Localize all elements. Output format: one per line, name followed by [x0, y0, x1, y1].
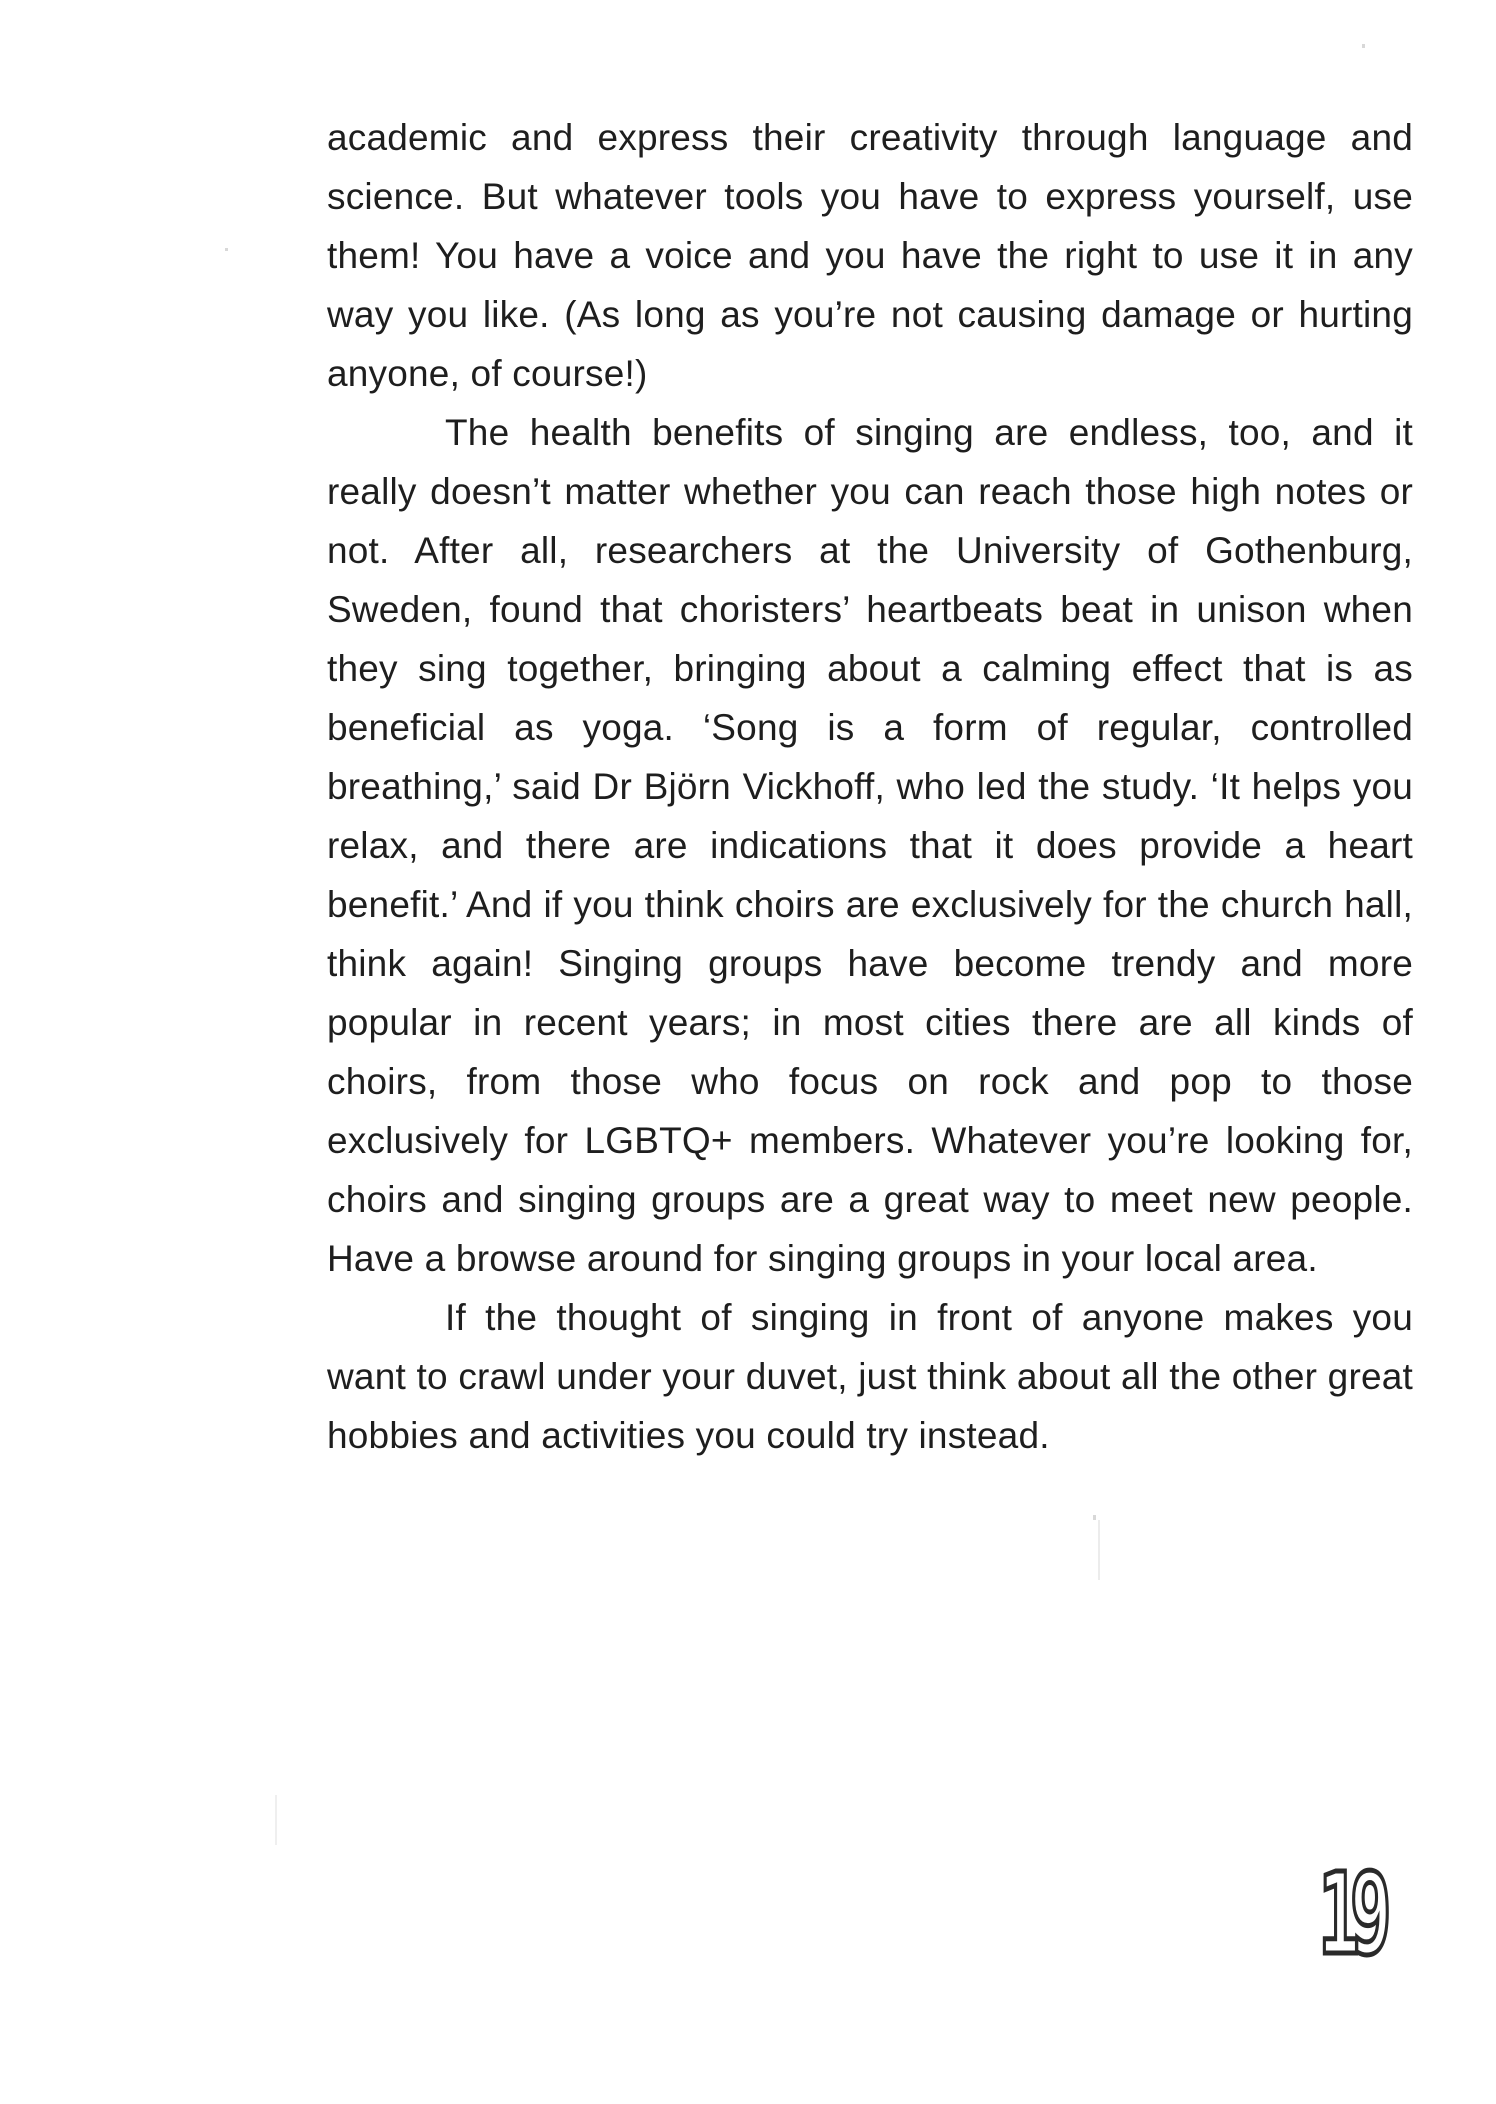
scan-speck — [1093, 1515, 1096, 1520]
paragraph-2: The health benefits of singing are endless, too, and it really doesn’t matter whether you can reach those high notes or not. After all, researchers at the University of Gothenburg, Sweden, found that choristers’ heartbeats beat in unison when they sing together, bringing about a calming effect that is as beneficial as yoga. ‘Song is a form of regular, controlled breathing,’ said Dr Björn Vickhoff, who led the study. ‘It helps you relax, and there are indications that it does provide a heart benefit.’ And if you think choirs are exclusively for the church hall, think again! Singing groups have become trendy and more popular in recent years; in most cities there are all kinds of choirs, from those who focus on rock and pop to those exclusively for LGBTQ+ members. Whatever you’re looking for, choirs and singing groups are a great way to meet new people. Have a browse around for singing groups in your local area. — [327, 412, 1413, 1279]
page-number: 19 — [1318, 1850, 1382, 1980]
scan-speck — [1362, 44, 1365, 48]
paragraph-3: If the thought of singing in front of anyone makes you want to crawl under your duvet, just think about all the other great hobbies and activities you could try instead. — [327, 1297, 1413, 1456]
scan-speck — [1098, 1520, 1100, 1580]
scan-speck — [225, 248, 228, 251]
paragraph-1: academic and express their creativity through language and science. But whatever tools you have to express yourself, use them! You have a voice and you have the right to use it in any way you like. (As long as you’re not causing damage or hurting anyone, of course!) — [327, 117, 1413, 394]
scan-speck — [275, 1795, 277, 1845]
body-text — [327, 108, 1413, 1465]
